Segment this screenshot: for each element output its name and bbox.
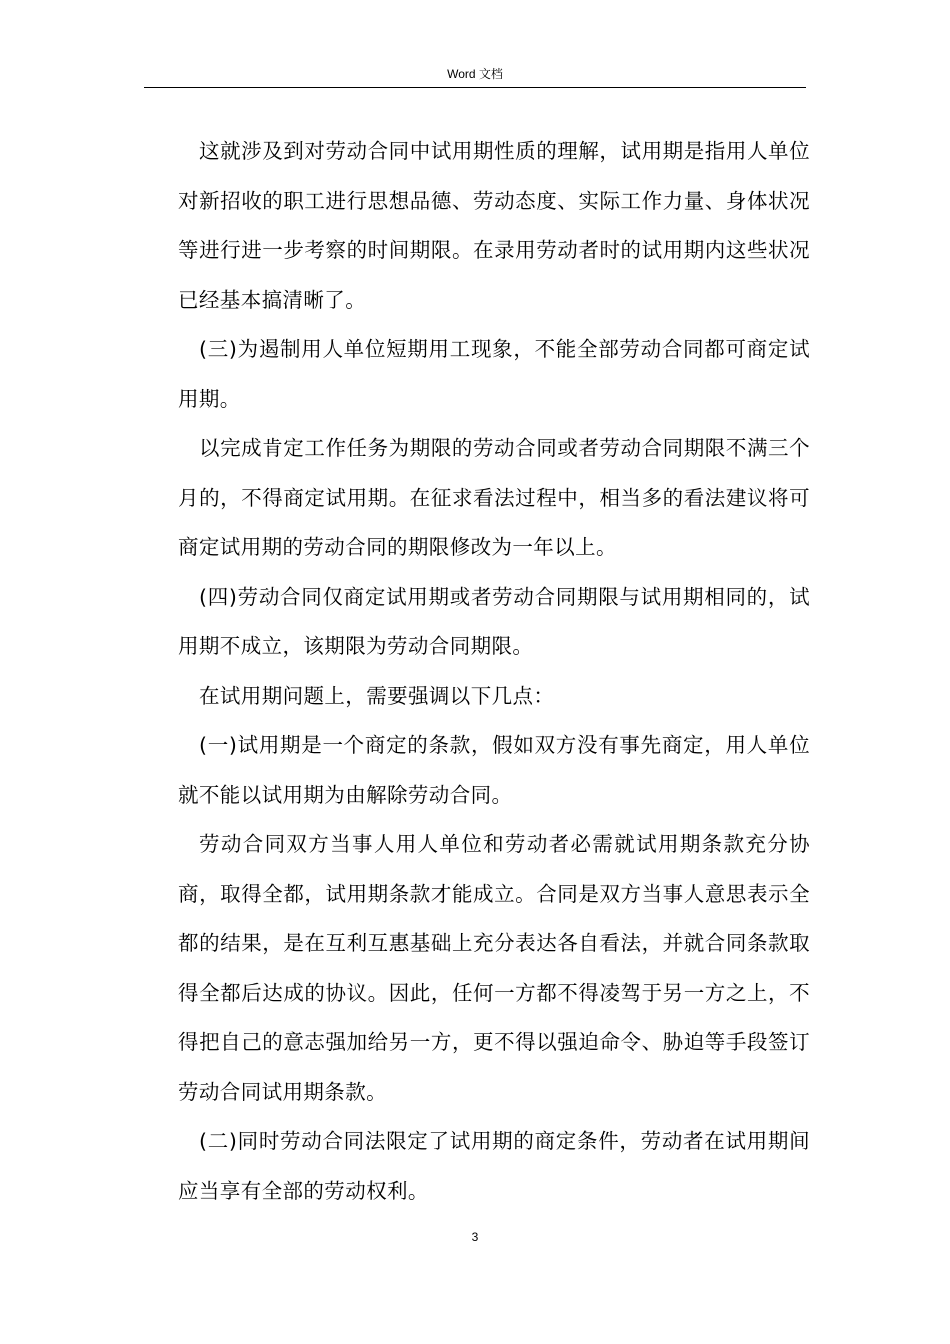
page-number: 3 bbox=[471, 1230, 479, 1244]
header-divider bbox=[144, 87, 806, 88]
paragraph: 以完成肯定工作任务为期限的劳动合同或者劳动合同期限不满三个月的，不得商定试用期。在征求看法过程中，相当多的看法建议将可商定试用期的劳动合同的期限修改为一年以上。 bbox=[178, 436, 810, 559]
paragraph: 在试用期问题上，需要强调以下几点： bbox=[199, 683, 555, 708]
paragraph: 这就涉及到对劳动合同中试用期性质的理解，试用期是指用人单位对新招收的职工进行思想品德、劳动态度、实际工作力量、身体状况等进行进一步考察的时间期限。在录用劳动者时的试用期内这些状况已经基本搞清晰了。 bbox=[178, 139, 810, 312]
document-body bbox=[178, 127, 810, 1216]
paragraph: (一)试用期是一个商定的条款，假如双方没有事先商定，用人单位就不能以试用期为由解除劳动合同。 bbox=[178, 733, 810, 807]
paragraph: (三)为遏制用人单位短期用工现象，不能全部劳动合同都可商定试用期。 bbox=[178, 337, 810, 411]
paragraph: (二)同时劳动合同法限定了试用期的商定条件，劳动者在试用期间应当享有全部的劳动权利。 bbox=[178, 1129, 810, 1203]
paragraph: (四)劳动合同仅商定试用期或者劳动合同期限与试用期相同的，试用期不成立，该期限为劳动合同期限。 bbox=[178, 584, 810, 658]
paragraph: 劳动合同双方当事人用人单位和劳动者必需就试用期条款充分协商，取得全都，试用期条款才能成立。合同是双方当事人意思表示全都的结果，是在互利互惠基础上充分表达各自看法，并就合同条款取得全都后达成的协议。因此，任何一方都不得凌驾于另一方之上，不得把自己的意志强加给另一方，更不得以强迫命令、胁迫等手段签订劳动合同试用期条款。 bbox=[178, 832, 810, 1104]
header-title: Word 文档 bbox=[447, 67, 503, 81]
